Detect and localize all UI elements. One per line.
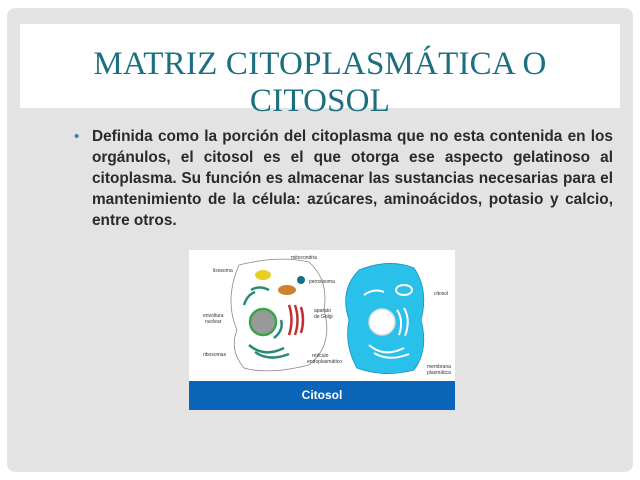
slide-body-text: Definida como la porción del citoplasma que no esta contenida en los orgánulos, el citosol es el que otorga ese aspecto gelatinoso al citoplasma. Su función es almacenar las sustancias necesarias para el mantenimiento de la célula: azúcares, aminoácidos, potasio y calcio, entre otros. bbox=[92, 128, 613, 229]
label-reticulo: retículo bbox=[312, 353, 329, 359]
label-mitocondria: mitocondria bbox=[291, 255, 317, 261]
label-golgi: de Golgi bbox=[314, 314, 333, 320]
nucleus bbox=[250, 309, 276, 335]
cell-diagram bbox=[189, 250, 455, 381]
title-box bbox=[20, 24, 620, 119]
label-plasmatica: plasmática bbox=[427, 370, 451, 376]
cytosol-nucleus bbox=[369, 309, 395, 335]
label-membrana: membrana bbox=[427, 364, 451, 370]
figure-caption: Citosol bbox=[189, 381, 455, 410]
peroxisome bbox=[297, 276, 305, 284]
label-nuclear: nuclear bbox=[205, 319, 222, 325]
label-aparato: aparato bbox=[314, 308, 331, 314]
slide-title: MATRIZ CITOPLASMÁTICA O CITOSOL bbox=[93, 46, 547, 119]
cell-diagram-figure bbox=[189, 250, 455, 410]
label-peroxisoma: peroxisoma bbox=[309, 279, 335, 285]
label-endoplasmatico: endoplasmático bbox=[307, 359, 343, 365]
label-envoltura: envoltura bbox=[203, 313, 224, 319]
label-citosol: citosol bbox=[434, 291, 449, 297]
bullet-marker: • bbox=[74, 128, 80, 145]
label-ribosomas: ribosomas bbox=[203, 352, 227, 358]
lysosome bbox=[255, 270, 271, 280]
mitochondrion bbox=[278, 285, 296, 295]
label-lisosoma: lisosoma bbox=[213, 268, 233, 274]
